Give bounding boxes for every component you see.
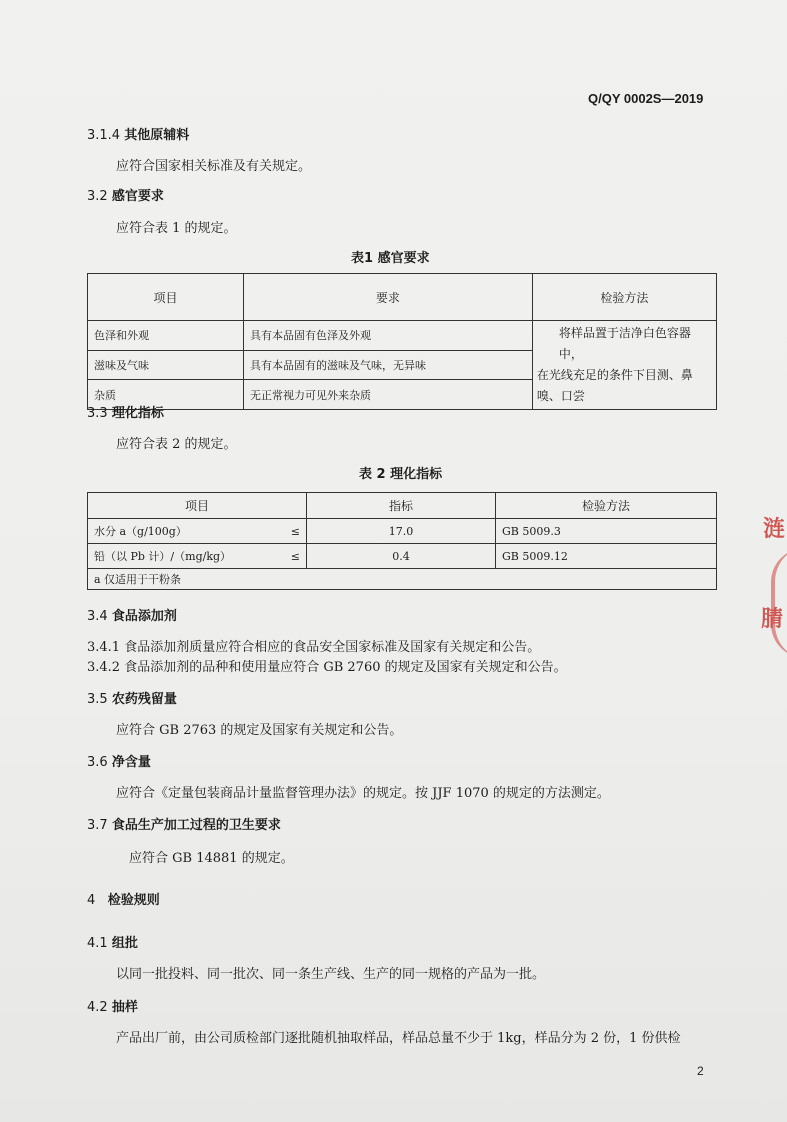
paragraph: 应符合 GB 2763 的规定及国家有关规定和公告。 — [116, 723, 403, 738]
table-cell-operator: ≤ — [280, 519, 307, 544]
sensory-requirements-table — [87, 273, 717, 410]
section-title: 抽样 — [111, 1000, 138, 1015]
section-title: 感官要求 — [111, 189, 164, 204]
section-heading-3-2 — [87, 185, 164, 204]
stamp-glyph: 涟 — [763, 517, 786, 542]
section-title: 食品添加剂 — [111, 609, 177, 624]
section-number: 3.2 — [87, 189, 108, 204]
method-line: 在光线充足的条件下目测、鼻 — [536, 368, 693, 382]
section-heading-3-1-4 — [87, 124, 189, 143]
section-number: 3.1.4 — [87, 128, 121, 143]
section-title: 检验规则 — [107, 893, 160, 908]
paragraph: 应符合表 2 的规定。 — [116, 437, 237, 452]
paragraph: 3.4.2 食品添加剂的品种和使用量应符合 GB 2760 的规定及国家有关规定和公告。 — [87, 660, 567, 675]
table-cell: GB 5009.12 — [496, 544, 717, 569]
paragraph: 以同一批投料、同一批次、同一条生产线、生产的同一规格的产品为一批。 — [116, 967, 546, 982]
table-cell: 水分 a（g/100g） — [88, 519, 281, 544]
table-cell: 0.4 — [307, 544, 496, 569]
page-number: 2 — [697, 1064, 704, 1078]
table-cell: 杂质 — [88, 380, 244, 410]
table-row — [88, 519, 717, 544]
section-title: 净含量 — [111, 755, 151, 770]
section-heading-3-6 — [87, 751, 151, 770]
paragraph: 3.4.1 食品添加剂质量应符合相应的食品安全国家标准及国家有关规定和公告。 — [87, 640, 541, 655]
section-number: 3.7 — [87, 818, 108, 833]
paragraph: 应符合 GB 14881 的规定。 — [129, 851, 294, 866]
table-2-caption: 表 2 理化指标 — [359, 467, 443, 482]
table-header-item: 项目 — [88, 274, 244, 321]
table-cell: 具有本品固有的滋味及气味，无异味 — [243, 350, 532, 380]
section-number: 3.5 — [87, 692, 108, 707]
paragraph: 应符合表 1 的规定。 — [116, 221, 237, 236]
section-number: 4 — [87, 893, 96, 908]
paragraph: 产品出厂前，由公司质检部门逐批随机抽取样品，样品总量不少于 1kg，样品分为 2 份，1 份供检 — [116, 1031, 681, 1046]
section-title: 食品生产加工过程的卫生要求 — [111, 818, 281, 833]
section-title: 理化指标 — [111, 406, 164, 421]
table-cell: 具有本品固有色泽及外观 — [243, 321, 532, 351]
red-seal-stamp — [759, 498, 787, 668]
table-1-caption: 表1 感官要求 — [351, 251, 430, 266]
table-row — [88, 544, 717, 569]
section-title: 农药残留量 — [111, 692, 177, 707]
table-footnote: a 仅适用于干粉条 — [88, 569, 717, 590]
table-header-item: 项目 — [88, 493, 307, 519]
section-heading-4 — [87, 889, 160, 908]
stamp-glyph: 腈 — [761, 607, 784, 632]
section-title: 其他原辅料 — [124, 128, 190, 143]
section-number: 3.3 — [87, 406, 108, 421]
section-heading-3-4 — [87, 605, 177, 624]
table-cell: 17.0 — [307, 519, 496, 544]
section-heading-3-5 — [87, 688, 177, 707]
table-header-index: 指标 — [307, 493, 496, 519]
physicochemical-table — [87, 492, 717, 590]
table-header-method: 检验方法 — [496, 493, 717, 519]
section-heading-4-1 — [87, 932, 138, 951]
table-header-method: 检验方法 — [532, 274, 716, 321]
section-number: 3.6 — [87, 755, 108, 770]
table-cell-method — [532, 321, 716, 410]
table-cell-operator: ≤ — [280, 544, 307, 569]
table-cell: 滋味及气味 — [88, 350, 244, 380]
section-number: 3.4 — [87, 609, 108, 624]
method-line: 将样品置于洁净白色容器中， — [558, 326, 691, 361]
section-heading-4-2 — [87, 996, 138, 1015]
table-row — [88, 321, 717, 351]
table-header-requirement: 要求 — [243, 274, 532, 321]
table-footnote-row — [88, 569, 717, 590]
section-heading-3-7 — [87, 814, 281, 833]
table-cell: 铅（以 Pb 计）/（mg/kg） — [88, 544, 281, 569]
section-number: 4.2 — [87, 1000, 108, 1015]
method-line: 嗅、口尝 — [536, 389, 585, 403]
paragraph: 应符合《定量包装商品计量监督管理办法》的规定。按 JJF 1070 的规定的方法测定。 — [116, 786, 610, 801]
section-number: 4.1 — [87, 936, 108, 951]
table-cell: 无正常视力可见外来杂质 — [243, 380, 532, 410]
table-cell: GB 5009.3 — [496, 519, 717, 544]
section-title: 组批 — [111, 936, 138, 951]
table-cell: 色泽和外观 — [88, 321, 244, 351]
document-code: Q/QY 0002S—2019 — [588, 91, 704, 106]
section-heading-3-3 — [87, 402, 164, 421]
paragraph: 应符合国家相关标准及有关规定。 — [116, 159, 312, 174]
